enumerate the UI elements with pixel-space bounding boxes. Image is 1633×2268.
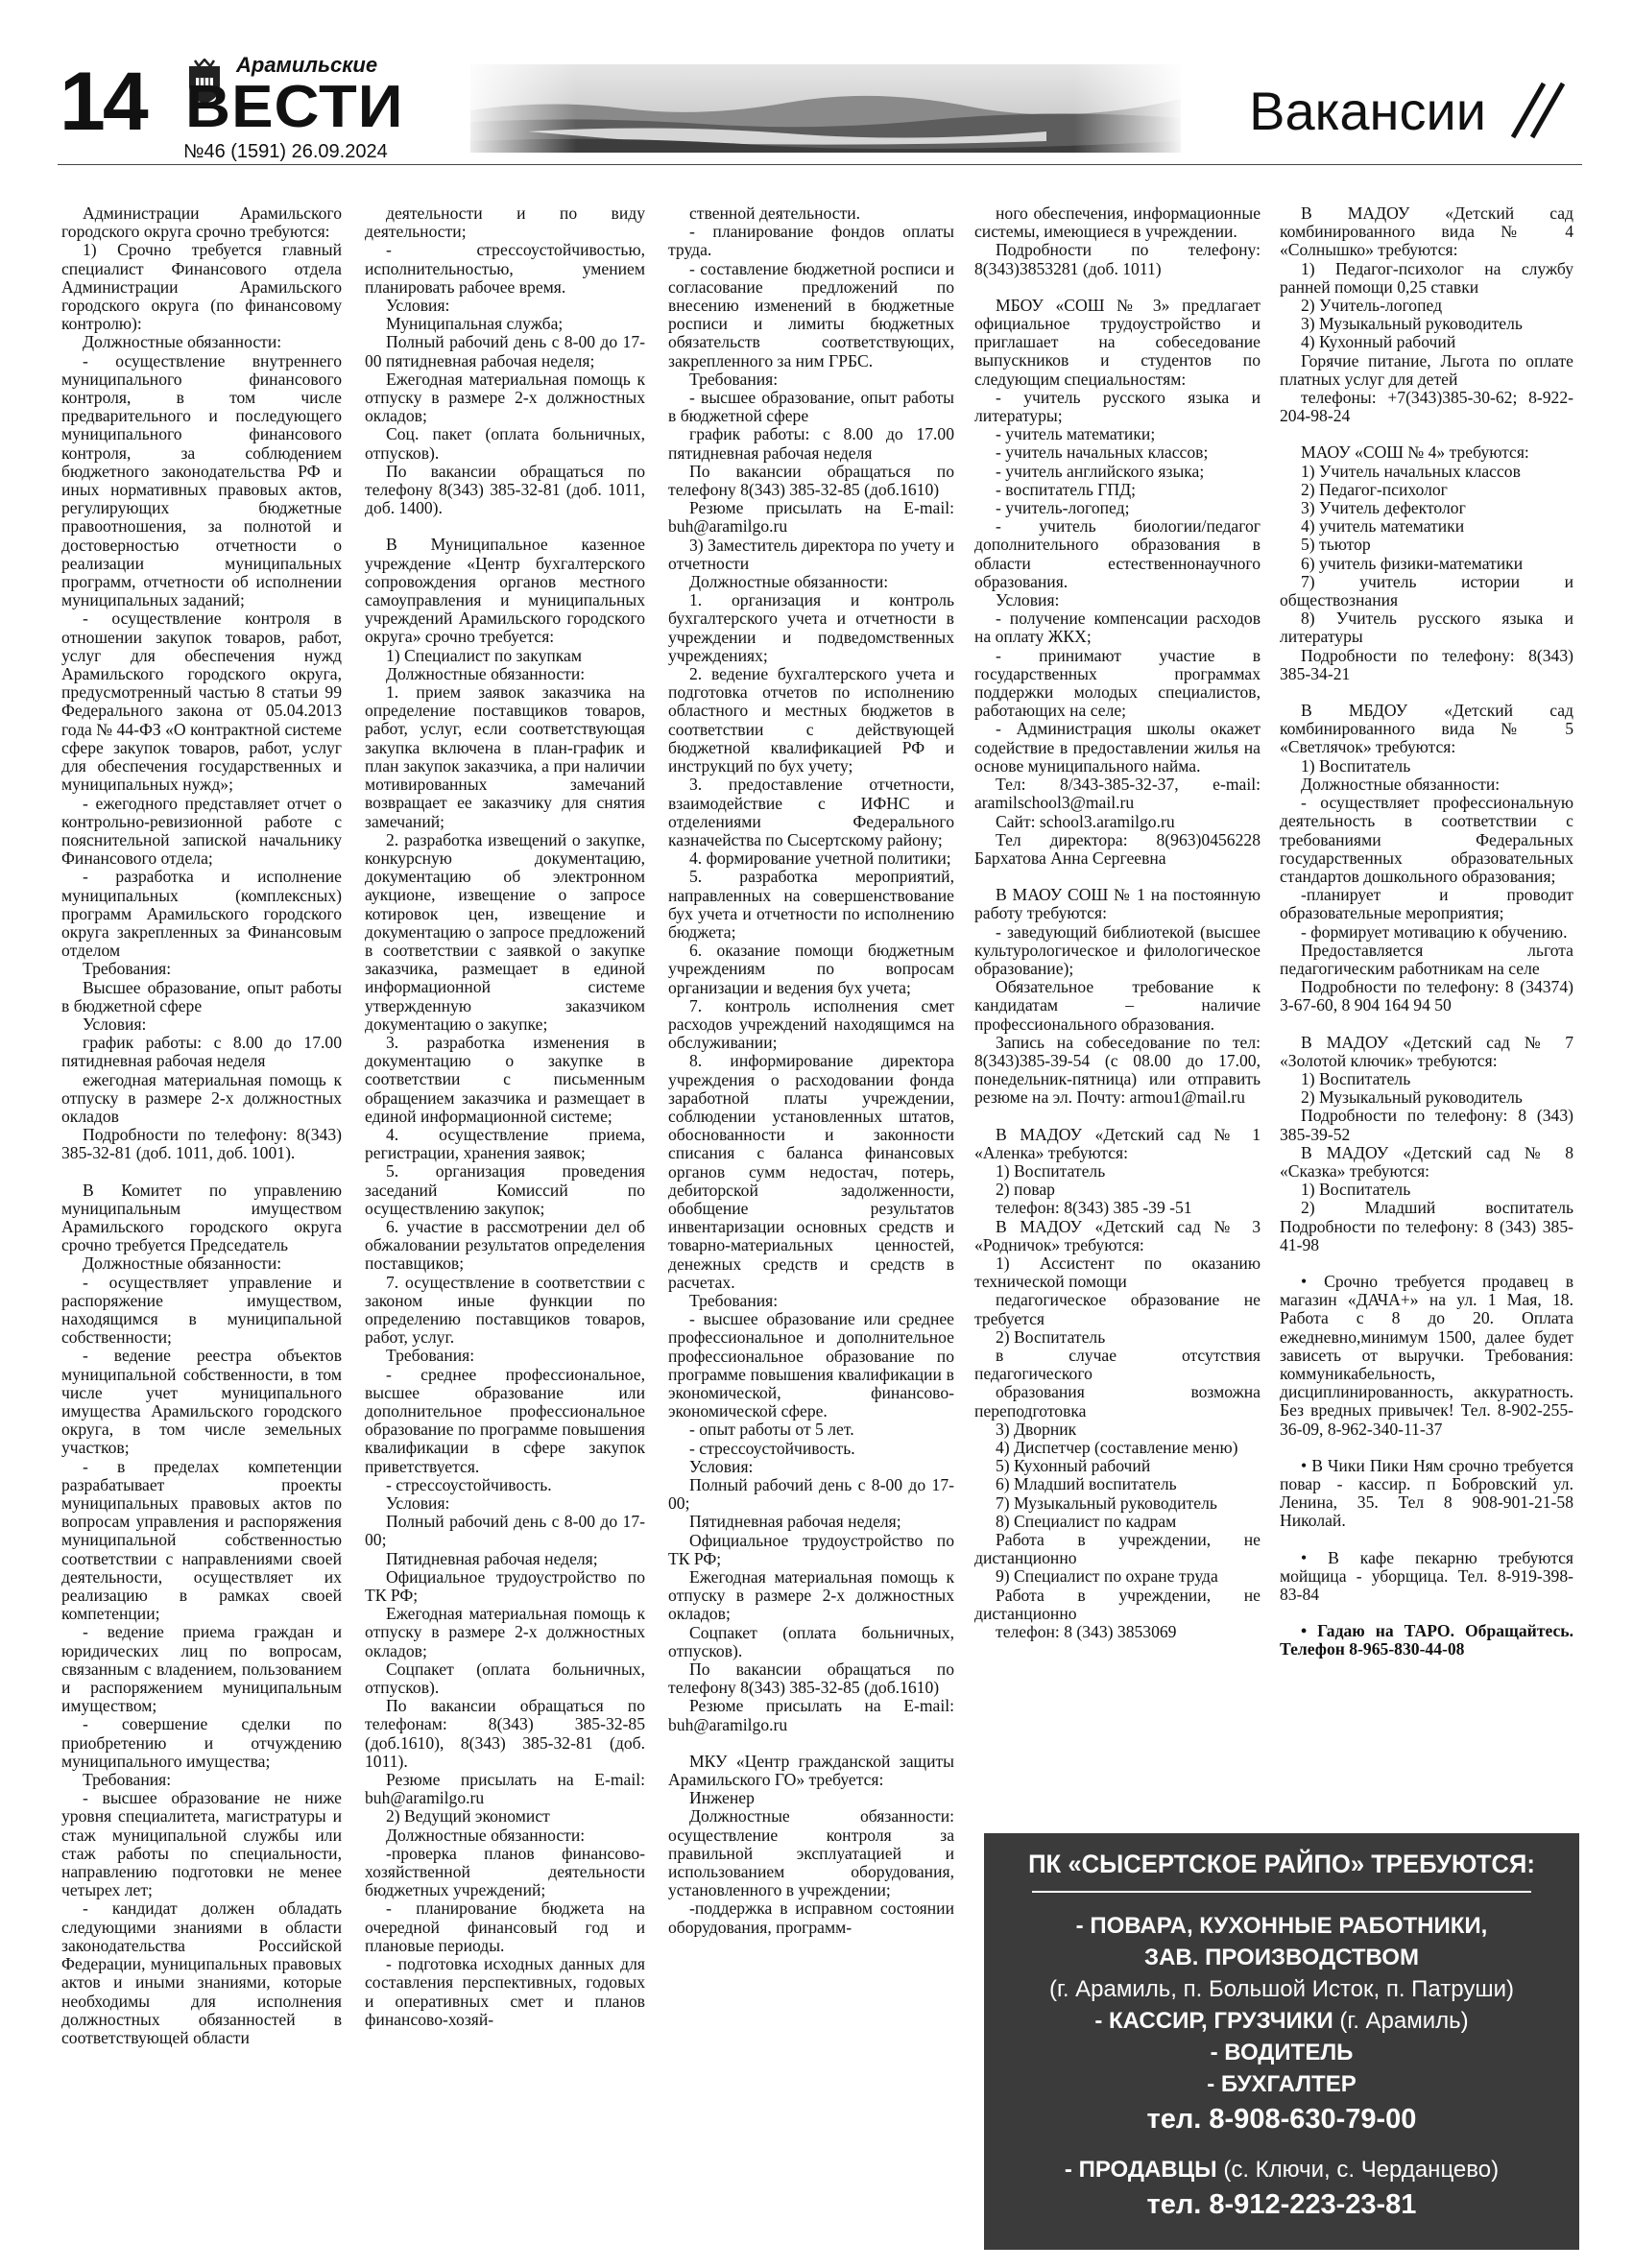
paragraph: В МАДОУ «Детский сад комбинированного вида № 4 «Солнышко» требуются: [1280,203,1573,260]
paragraph: Администрации Арамильского городского округа срочно требуются: [61,203,342,242]
paragraph: - стрессоустойчивостью, исполнительностью, умением планировать рабочее время. [365,240,645,297]
ad-line: - ПОВАРА, КУХОННЫЕ РАБОТНИКИ, [1075,1913,1488,1939]
paragraph: - подготовка исходных данных для составления перспективных, годовых и оперативных смет и планов финансово-хозяй- [365,1954,645,2029]
paragraph: 2) повар [996,1180,1055,1200]
paragraph: 4. осуществление приема, регистрации, хранения заявок; [365,1124,645,1163]
paragraph: Работа в учреждении, не дистанционно [974,1530,1261,1568]
paragraph: - принимают участие в государственных программах поддержки молодых специалистов, работающих на селе; [974,645,1261,721]
paragraph: 1) Ассистент по оказанию технической помощи [974,1253,1261,1292]
header-rule [58,164,1582,165]
paragraph: Официальное трудоустройство по ТК РФ; [365,1566,645,1606]
ad-line: ЗАВ. ПРОИЗВОДСТВОМ [1144,1945,1419,1970]
paragraph: - высшее образование не ниже уровня специалитета, магистратуры и стаж муниципальной службы или стаж работы по специальности, направлению подготовки не менее четырех лет; [61,1788,342,1900]
paragraph: 1) Срочно требуется главный специалист Финансового отдела Администрации Арамильского городского округа (по финансовому контролю): [61,240,342,334]
paragraph: Соцпакет (оплата больничных, отпусков). [365,1659,645,1698]
paragraph: • В кафе пекарню требуются мойщица - уборщица. Тел. 8-919-398-83-84 [1280,1547,1573,1605]
paragraph: Подробности по телефону: 8(343) 385-32-81 (доб. 1011, доб. 1001). [61,1125,342,1163]
paragraph: МКУ «Центр гражданской защиты Арамильского ГО» требуется: [668,1751,954,1790]
ad-divider [1032,1891,1531,1893]
paragraph: Должностные обязанности: [689,572,889,592]
paragraph: 4. формирование учетной политики; [689,848,951,869]
paragraph: - осуществление внутреннего муниципального финансового контроля, в том числе предварительного и последующего муниципального финансового контроля, за соблюдением бюджетного законодательства РФ и иных нормативных правовых актов, регулирующих бюджетные правоотношения, за полнотой и достоверностью отчетности о реализации муниципальных программ, отчетности об исполнении муниципальных заданий; [61,350,342,610]
text-column-3 [668,204,954,1937]
paragraph: -поддержка в исправном состоянии оборудования, программ- [668,1898,954,1937]
paragraph: В Муниципальное казенное учреждение «Центр бухгалтерского сопровождения органов местного самоуправления и муниципальных учреждений Арамильского городского округа» срочно требуется: [365,535,645,647]
paragraph: 1) Педагог-психолог на службу ранней помощи 0,25 ставки [1280,258,1573,297]
paragraph: - планирование фондов оплаты труда. [668,222,954,260]
paragraph: Требования: [386,1346,475,1366]
paragraph: -планирует и проводит образовательные мероприятия; [1280,885,1573,923]
paragraph: 3) Музыкальный руководитель [1301,314,1523,334]
paragraph: Работа в учреждении, не дистанционно [974,1585,1261,1623]
paragraph: Должностные обязанности: [83,1253,282,1274]
paragraph: 6. участие в рассмотрении дел об обжаловании результатов определения поставщиков; [365,1216,645,1274]
ad-title: ПК «СЫСЕРТСКОЕ РАЙПО» ТРЕБУЮТСЯ: [1028,1850,1535,1878]
paragraph: Полный рабочий день с 8-00 до 17-00 пятидневная рабочая неделя; [365,332,645,370]
paragraph: Условия: [83,1014,147,1034]
paragraph: Должностные обязанности: [83,332,282,352]
paragraph: - осуществляет профессиональную деятельность в соответствии с требованиями Федеральных государственных образовательных стандартов дошкольного образования; [1280,793,1573,886]
paragraph: По вакансии обращаться по телефону 8(343) 385-32-85 (доб.1610) [668,1659,954,1698]
paragraph: 1) Воспитатель [1301,1180,1411,1200]
paragraph: Условия: [386,1493,450,1514]
paragraph: - воспитатель ГПД; [996,479,1137,499]
paragraph: 2) Педагог-психолог [1301,479,1448,499]
paragraph: - учитель биологии/педагог дополнительного образования в области естественнонаучного образования. [974,516,1261,591]
paragraph: Тел директора: 8(963)0456228 Бархатова Анна Сергеевна [974,829,1261,868]
paragraph: 3. разработка изменения в документацию о закупке в соответствии с письменным обращением заказчика и размещает в единой информационной системе; [365,1032,645,1126]
paragraph: - ведение реестра объектов муниципальной собственности, в том числе учет муниципального имущества Арамильского городского округа, в том числе земельных участков; [61,1346,342,1458]
paragraph: - стрессоустойчивость. [689,1438,855,1458]
paragraph: Должностные обязанности: [1301,774,1501,794]
paragraph: - высшее образование, опыт работы в бюджетной сфере [668,388,954,426]
paragraph: Высшее образование, опыт работы в бюджетной сфере [61,977,342,1015]
paragraph: Подробности по телефону: 8(343) 385-34-21 [1280,645,1573,683]
ad-line: - БУХГАЛТЕР [1207,2071,1357,2097]
paragraph: 8) Специалист по кадрам [996,1511,1177,1531]
paper-name: ВЕСТИ [185,74,404,140]
paragraph: - учитель английского языка; [996,461,1205,481]
paragraph: - ежегодного представляет отчет о контрольно-ревизионной работе с пояснительной запиской начальнику Финансового отдела; [61,793,342,869]
paragraph: 2) Учитель-логопед [1301,296,1443,316]
paragraph: 4) учитель математики [1301,516,1465,537]
text-column-2 [365,204,645,2029]
paragraph: В МАДОУ «Детский сад № 3 «Родничок» требуются: [974,1216,1261,1254]
paragraph: Подробности по телефону: 8 (343) 385-39-52 [1280,1106,1573,1144]
paragraph: -проверка планов финансово-хозяйственной деятельности бюджетных учреждений; [365,1843,645,1900]
paragraph: Условия: [386,296,450,316]
paragraph: Требования: [689,1290,779,1310]
paragraph: 7) учитель истории и обществознания [1280,571,1573,610]
paragraph: Требования: [83,959,172,979]
paragraph: 8) Учитель русского языка и литературы [1280,609,1573,647]
page-number: 14 [60,56,146,148]
paragraph: 1) Воспитатель [1301,1068,1411,1088]
paragraph: Подробности по телефону: 8(343)3853281 (доб. 1011) [974,240,1261,278]
paragraph: Условия: [689,1456,754,1476]
paragraph: Ежегодная материальная помощь к отпуску в размере 2-х должностных окладов; [365,369,645,426]
paragraph: - составление бюджетной росписи и согласование предложений по внесению изменений в бюджетные росписи и лимиты бюджетных обязательств соответствующих, закрепленного за ним ГРБС. [668,258,954,370]
paragraph: график работы: с 8.00 до 17.00 пятидневная рабочая неделя [668,424,954,463]
paragraph: Резюме присылать на E-mail: buh@aramilgo.ru [365,1770,645,1808]
paragraph: образования возможна переподготовка [974,1382,1261,1420]
paragraph: Пятидневная рабочая неделя; [386,1548,598,1568]
paragraph: 8. информирование директора учреждения о расходовании фонда заработной платы учреждении, соблюдении установленных штатов, обоснованности и законности списания с баланса финансовых органов сумм недостач, потерь, дебиторской задолженности, обобщение результатов инвентаризации основных средств и товарно-материальных ценностей, денежных средств и средств в расчетах. [668,1051,954,1292]
paragraph: - в пределах компетенции разрабатывает проекты муниципальных правовых актов по вопросам управления и распоряжения муниципальной собственностью соответствии с направлениями своей деятельности, осуществляет их реализацию в рамках своей компетенции; [61,1456,342,1624]
paragraph: Ежегодная материальная помощь к отпуску в размере 2-х должностных окладов; [365,1604,645,1660]
paragraph: В МАДОУ «Детский сад № 1 «Аленка» требуются: [974,1124,1261,1162]
paragraph: 6. оказание помощи бюджетным учреждениям по вопросам организации и ведения бух учета; [668,941,954,997]
paragraph: - учитель-логопед; [996,498,1130,518]
paragraph: - учитель русского языка и литературы; [974,387,1261,426]
paragraph: В МАОУ СОШ № 1 на постоянную работу требуются: [974,885,1261,923]
paragraph: Подробности по телефону: 8 (34374) 3-67-60, 8 904 164 94 50 [1280,977,1573,1015]
paragraph: Должностные обязанности: [386,663,586,683]
paragraph: - кандидат должен обладать следующими знаниями в области законодательства Российской Федерации, муниципальных правовых актов и иными знаниями, которые необходимы для исполнения должностных обязанностей в соответствующей области [61,1898,342,2047]
paragraph: ственной деятельности. [689,203,861,223]
paragraph: В МБДОУ «Детский сад комбинированного вида № 5 «Светлячок» требуются: [1280,701,1573,757]
paragraph: 1. прием заявок заказчика на определение поставщиков товаров, работ, услуг, если соответствующая закупка включена в план-график и план закупок заказчика, а при наличии мотивированных замечаний возвращает ее заказчику для снятия замечаний; [365,682,645,831]
paragraph: график работы: с 8.00 до 17.00 пятидневная рабочая неделя [61,1033,342,1071]
paragraph: 3) Учитель дефектолог [1301,498,1466,518]
paragraph: деятельности и по виду деятельности; [365,203,645,242]
ad-line: - ПРОДАВЦЫ [1064,2157,1217,2183]
paragraph: Должностные обязанности: осуществление контроля за правильной эксплуатацией и использованием оборудования, установленного в учреждении; [668,1806,954,1900]
paragraph: - получение компенсации расходов на оплату ЖКХ; [974,609,1261,647]
paragraph: 1. организация и контроль бухгалтерского учета и отчетности в учреждении и подведомственных учреждениях; [668,590,954,665]
paragraph: - разработка и исполнение муниципальных (комплексных) программ Арамильского городского округа закрепленных за Финансовым отделом [61,867,342,961]
paragraph: 2) Младший воспитатель Подробности по телефону: 8 (343) 385-41-98 [1280,1198,1573,1254]
paragraph: Сайт: school3.aramilgo.ru [996,811,1175,831]
paragraph: - среднее профессиональное, высшее образование или дополнительное профессиональное образование по программе повышения квалификации в сфере закупок приветствуется. [365,1364,645,1476]
paragraph: По вакансии обращаться по телефону 8(343) 385-32-85 (доб.1610) [668,461,954,500]
paragraph: 9) Специалист по охране труда [996,1566,1218,1587]
paragraph: Полный рабочий день с 8-00 до 17-00; [668,1475,954,1514]
paragraph: МАОУ «СОШ № 4» требуются: [1301,442,1529,463]
paragraph: 2) Музыкальный руководитель [1301,1087,1523,1108]
issue-number: №46 (1591) 26.09.2024 [183,141,388,162]
paragraph: педагогическое образование не требуется [974,1290,1261,1328]
paragraph: - Администрация школы окажет содействие в предоставлении жилья на основе муниципального найма. [974,719,1261,776]
ad-line-note: (г. Арамиль) [1333,2008,1469,2034]
paragraph: - заведующий библиотекой (высшее культурологическое и филологическое образование); [974,921,1261,978]
paragraph: 7. осуществление в соответствии с законом иные функции по определению поставщиков товаров, работ, услуг. [365,1272,645,1348]
paragraph: - осуществляет управление и распоряжение имуществом, находящимся в муниципальной собственности; [61,1272,342,1348]
paragraph: ного обеспечения, информационные системы, имеющиеся в учреждении. [974,203,1261,242]
paragraph: Должностные обязанности: [386,1825,586,1845]
ad-phone: тел. 8-908-630-79-00 [1146,2104,1417,2135]
paragraph: - ведение приема граждан и юридических лиц по вопросам, связанным с владением, пользованием и распоряжением муниципальным имуществом; [61,1622,342,1716]
text-column-1 [61,204,342,2047]
text-column-5 [1280,204,1573,1659]
paragraph: 1) Воспитатель [996,1160,1106,1181]
paragraph: В МАДОУ «Детский сад № 7 «Золотой ключик» требуются: [1280,1032,1573,1070]
paragraph: 3) Дворник [996,1419,1077,1439]
paragraph: - стрессоустойчивость. [386,1474,552,1494]
paragraph: 2. ведение бухгалтерского учета и подготовка отчетов по исполнению областного и местных бюджетов в соответствии с действующей бюджетной квалификацией РФ и инструкций по бух учету; [668,664,954,776]
paragraph: 1) Воспитатель [1301,755,1411,776]
ad-line-note: (с. Ключи, с. Черданцево) [1216,2157,1500,2183]
paragraph: - формирует мотивацию к обучению. [1301,921,1568,942]
paragraph: Требования: [689,369,779,389]
paragraph: - совершение сделки по приобретению и отчуждению муниципального имущества; [61,1714,342,1771]
paragraph: 5) тьютор [1301,535,1371,555]
paragraph: 7. контроль исполнения смет расходов учреждений находящимся на обслуживании; [668,995,954,1053]
ad-line: - ВОДИТЕЛЬ [1210,2040,1354,2065]
paragraph: • Гадаю на ТАРО. Обращайтесь. Телефон 8-965-830-44-08 [1280,1621,1573,1659]
paragraph: - планирование бюджета на очередной финансовый год и плановые периоды. [365,1898,645,1955]
landscape-photo [470,64,1181,153]
paragraph: Соцпакет (оплата больничных, отпусков). [668,1622,954,1660]
paragraph: Горячие питание, Льгота по оплате платных услуг для детей [1280,350,1573,389]
paragraph: Запись на собеседование по тел: 8(343)385-39-54 (с 08.00 до 17.00, понедельник-пятница) или отправить резюме на эл. Почту: armou1@mail.ru [974,1032,1261,1108]
paragraph: Полный рабочий день с 8-00 до 17-00; [365,1512,645,1550]
paragraph: 5. разработка мероприятий, направленных на совершенствование бух учета и отчетности по исполнению бюджета; [668,867,954,942]
paragraph: телефоны: +7(343)385-30-62; 8-922-204-98-24 [1280,388,1573,426]
ad-phone: тел. 8-912-223-23-81 [1146,2189,1417,2220]
paragraph: Инженер [689,1788,755,1808]
paragraph: Резюме присылать на E-mail: buh@aramilgo.ru [668,498,954,537]
paragraph: 5. организация проведения заседаний Комиссий по осуществлению закупок; [365,1161,645,1218]
paragraph: Требования: [83,1770,172,1790]
paragraph: Муниципальная служба; [386,314,564,334]
paragraph: 5) Кухонный рабочий [996,1456,1151,1476]
paragraph: В Комитет по управлению муниципальным имуществом Арамильского городского округа срочно требуется Председатель [61,1180,342,1255]
paragraph: • Срочно требуется продавец в магазин «ДАЧА+» на ул. 1 Мая, 18. Работа с 8 до 20. Оплата ежедневно,минимум 1500, далее будет зависеть от выручки. Требования: коммуникабельность, дисциплинированность, аккуратность. Без вредных привычек! Тел. 8-902-255-36-09, 8-962-340-11-37 [1280,1271,1573,1439]
paragraph: 7) Музыкальный руководитель [996,1492,1217,1513]
paragraph: Соц. пакет (оплата больничных, отпусков). [365,424,645,463]
paragraph: 2) Ведущий экономист [386,1806,550,1826]
masthead [58,53,1582,163]
paragraph: 3. предоставление отчетности, взаимодействие с ИФНС и отделениями Федерального казначейства по Сысертскому району; [668,775,954,849]
paragraph: По вакансии обращаться по телефонам: 8(343) 385-32-85 (доб.1610), 8(343) 385-32-81 (доб. 1011). [365,1696,645,1771]
paragraph: телефон: 8(343) 385 -39 -51 [996,1198,1192,1218]
paragraph: 4) Кухонный рабочий [1301,332,1456,352]
paragraph: 2. разработка извещений о закупке, конкурсную документацию, документацию об электронном аукционе, извещение о запросе котировок цен, извещение и документацию о запросе предложений в соответствии с заявкой о закупке заказчика, размещает в единой информационной системе утвержденную заказчиком документацию о закупке; [365,829,645,1034]
paragraph: 3) Заместитель директора по учету и отчетности [668,535,954,573]
paragraph: Пятидневная рабочая неделя; [689,1512,901,1532]
paragraph: МБОУ «СОШ № 3» предлагает официальное трудоустройство и приглашает на собеседование выпускников и студентов по следующим специальностям: [974,295,1261,389]
paragraph: Официальное трудоустройство по ТК РФ; [668,1530,954,1568]
paragraph: - опыт работы от 5 лет. [689,1420,854,1440]
paragraph: • В Чики Пики Ням срочно требуется повар - кассир. п Бобровский ул. Ленина, 35. Тел 8 908-901-21-58 Николай. [1280,1455,1573,1531]
paragraph: 2) Воспитатель [996,1326,1106,1347]
paragraph: Резюме присылать на E-mail: buh@aramilgo.ru [668,1696,954,1734]
paragraph: Обязательное требование к кандидатам – наличие профессионального образования. [974,977,1261,1034]
paragraph: Ежегодная материальная помощь к отпуску в размере 2-х должностных окладов; [668,1567,954,1624]
paragraph: 6) учитель физики-математики [1301,553,1524,573]
paragraph: телефон: 8 (343) 3853069 [996,1622,1177,1642]
paragraph: - учитель математики; [996,424,1156,444]
ad-line: - КАССИР, ГРУЗЧИКИ [1094,2008,1333,2034]
text-column-4 [974,204,1261,1641]
paragraph: В МАДОУ «Детский сад № 8 «Сказка» требуются: [1280,1142,1573,1181]
section-title: Вакансии [1249,81,1486,141]
paragraph: 6) Младший воспитатель [996,1474,1177,1494]
ad-line: (г. Арамиль, п. Большой Исток, п. Патруши) [1049,1976,1514,2002]
paragraph: 1) Специалист по закупкам [386,645,583,665]
paragraph: - высшее образование или среднее профессиональное и дополнительное профессиональное образование по программе повышения квалификации в экономической, финансово-экономической сфере. [668,1309,954,1421]
paragraph: 1) Учитель начальных классов [1301,461,1521,481]
paragraph: в случае отсутствия педагогического [974,1345,1261,1384]
paragraph: По вакансии обращаться по телефону 8(343) 385-32-81 (доб. 1011, доб. 1400). [365,461,645,518]
paragraph: Предоставляется льгота педагогическим работникам на селе [1280,940,1573,978]
paragraph: - осуществление контроля в отношении закупок товаров, работ, услуг для обеспечения нужд Арамильского городского округа, предусмотренный частью 8 статьи 99 Федерального закона от 05.04.2013 года № 44-ФЗ «О контрактной системе сфере закупок товаров, работ, услуг для обеспечения государственных и муниципальных нужд»; [61,609,342,795]
double-slash-icon [1500,72,1576,149]
paragraph: 4) Диспетчер (составление меню) [996,1438,1238,1457]
paragraph: Условия: [996,590,1060,610]
paragraph: Тел: 8/343-385-32-37, e-mail: aramilschool3@mail.ru [974,775,1261,813]
paper-name-top: Арамильские [236,53,378,77]
raipo-advertisement [984,1833,1579,2250]
paragraph: - учитель начальных классов; [996,442,1209,463]
paragraph: ежегодная материальная помощь к отпуску в размере 2-х должностных окладов [61,1069,342,1126]
